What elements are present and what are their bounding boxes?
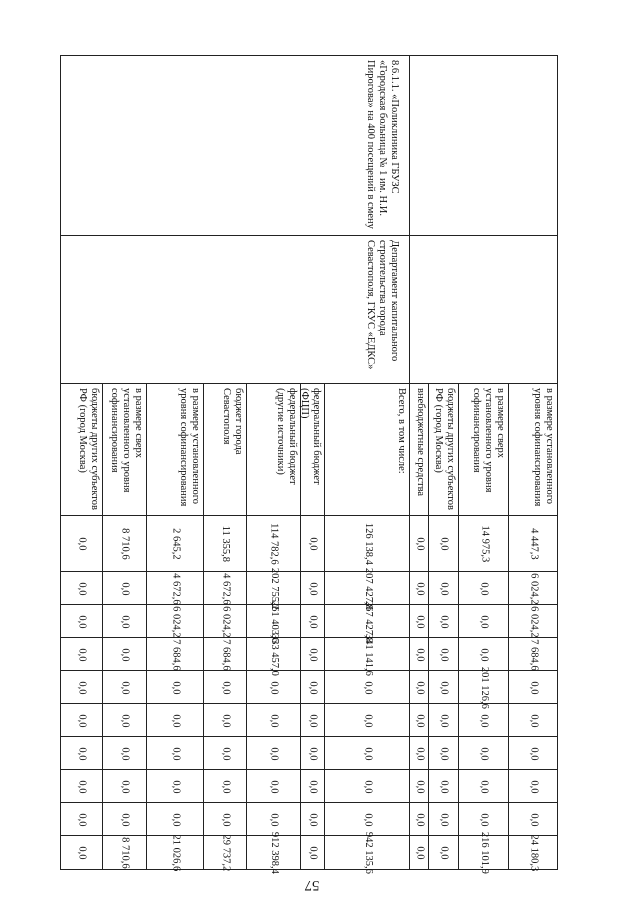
page-number: 57 — [304, 877, 320, 893]
funding-label-cell — [459, 384, 509, 516]
value-cell — [301, 737, 325, 770]
funding-label: бюджет города Севастополя — [221, 388, 244, 455]
value-cell — [325, 704, 410, 737]
value-cell — [459, 572, 509, 605]
value-cell — [247, 704, 301, 737]
value-text: 0,0 — [438, 846, 450, 860]
value-cell — [325, 567, 410, 610]
value-text: 0,0 — [438, 614, 450, 629]
value-cell — [325, 633, 410, 676]
value-cell — [61, 572, 103, 605]
value-cell — [429, 836, 459, 870]
value-cell — [301, 638, 325, 671]
value-cell — [204, 836, 247, 870]
value-text: 0,0 — [268, 746, 280, 761]
value-text: 0,0 — [170, 746, 182, 761]
value-cell — [147, 572, 204, 605]
value-text: 0,0 — [307, 846, 319, 860]
value-cell — [61, 737, 103, 770]
value-cell — [325, 803, 410, 836]
value-cell — [429, 516, 459, 572]
value-text: 0,0 — [528, 812, 540, 827]
value-cell — [459, 803, 509, 836]
value-text: 0,0 — [119, 680, 131, 695]
value-cell — [459, 770, 509, 803]
value-cell — [459, 737, 509, 770]
value-text: 0,0 — [307, 614, 319, 629]
value-cell — [61, 770, 103, 803]
value-text: 261 403,6 — [268, 600, 280, 643]
value-cell — [301, 803, 325, 836]
value-cell — [247, 633, 301, 676]
value-cell — [429, 803, 459, 836]
value-text: 0,0 — [76, 581, 88, 596]
value-cell — [147, 671, 204, 704]
value-cell — [147, 704, 204, 737]
budget-table-container — [60, 55, 557, 874]
value-cell — [325, 770, 410, 803]
value-text: 114 782,6 — [268, 523, 280, 565]
value-text: 0,0 — [170, 812, 182, 827]
value-cell — [410, 516, 429, 572]
value-text: 0,0 — [438, 779, 450, 794]
value-cell — [429, 638, 459, 671]
value-text: 0,0 — [76, 680, 88, 695]
value-text: 0,0 — [438, 537, 450, 551]
value-cell — [410, 836, 429, 870]
budget-table — [60, 55, 558, 874]
value-text: 0,0 — [414, 713, 426, 728]
value-cell — [410, 638, 429, 671]
value-text: 207 427,8 — [362, 567, 374, 610]
value-text: 341 141,6 — [362, 633, 374, 676]
value-cell — [410, 704, 429, 737]
funding-label-cell — [429, 384, 459, 516]
value-text: 0,0 — [307, 537, 319, 551]
value-cell — [204, 605, 247, 638]
value-cell — [410, 770, 429, 803]
value-text: 0,0 — [76, 713, 88, 728]
value-cell — [429, 671, 459, 704]
value-text: 0,0 — [362, 680, 374, 695]
executor-cell — [61, 236, 410, 384]
value-text: 4 672,6 — [220, 572, 232, 605]
value-text: 0,0 — [76, 614, 88, 629]
value-text: 0,0 — [170, 680, 182, 695]
value-text: 0,0 — [528, 779, 540, 794]
value-row — [61, 770, 558, 803]
value-cell — [103, 671, 147, 704]
funding-label-cell — [325, 384, 410, 516]
executor-text: Департамент капитального строительства города Севастополя, ГКУС «ЕДКС» — [365, 240, 400, 370]
funding-label: бюджеты других субъектов РФ (город Москва) — [77, 388, 100, 510]
value-cell — [459, 516, 509, 572]
funding-label: внебюджетные средства — [415, 388, 427, 497]
value-cell — [204, 516, 247, 572]
value-cell — [509, 516, 558, 572]
value-text: 0,0 — [414, 581, 426, 596]
project-title: 8.6.1.1. «Поликлиника ГБУЗС «Городская больница № 1 им. Н.И. Пирогова» на 400 посещений в смену — [365, 60, 400, 229]
funding-label-cell — [410, 384, 429, 516]
value-cell — [247, 516, 301, 572]
value-row — [61, 737, 558, 770]
value-cell — [509, 704, 558, 737]
value-cell — [204, 737, 247, 770]
value-text: 7 684,6 — [528, 638, 540, 671]
value-cell — [429, 605, 459, 638]
value-cell — [204, 572, 247, 605]
value-cell — [459, 666, 509, 709]
value-text: 0,0 — [438, 647, 450, 662]
value-text: 6 024,2 — [220, 605, 232, 638]
value-cell — [301, 572, 325, 605]
value-text: 0,0 — [268, 680, 280, 695]
funding-label-cell — [147, 384, 204, 516]
value-text: 0,0 — [362, 746, 374, 761]
value-cell — [247, 737, 301, 770]
value-cell — [147, 770, 204, 803]
value-cell — [459, 832, 509, 874]
executor-blank-cell — [410, 236, 558, 384]
value-cell — [103, 803, 147, 836]
value-cell — [147, 737, 204, 770]
value-cell — [147, 516, 204, 572]
value-cell — [509, 737, 558, 770]
value-cell — [301, 516, 325, 572]
value-text: 0,0 — [362, 812, 374, 827]
value-text: 0,0 — [438, 713, 450, 728]
value-text: 0,0 — [414, 680, 426, 695]
value-text: 0,0 — [220, 812, 232, 827]
value-cell — [103, 770, 147, 803]
value-text: 0,0 — [268, 812, 280, 827]
value-cell — [247, 567, 301, 610]
value-text: 2 645,2 — [170, 528, 182, 560]
value-cell — [509, 836, 558, 870]
value-cell — [103, 737, 147, 770]
value-cell — [147, 836, 204, 870]
value-text: 0,0 — [268, 713, 280, 728]
value-text: 0,0 — [119, 746, 131, 761]
value-cell — [103, 516, 147, 572]
funding-label: бюджеты других субъектов РФ (город Москва) — [433, 388, 457, 510]
value-text: 24 180,3 — [528, 834, 540, 872]
value-text: 126 138,4 — [362, 523, 374, 565]
value-text: 0,0 — [307, 680, 319, 695]
value-cell — [429, 572, 459, 605]
value-cell — [61, 638, 103, 671]
value-text: 0,0 — [307, 812, 319, 827]
value-cell — [61, 704, 103, 737]
value-cell — [509, 671, 558, 704]
value-text: 14 975,3 — [478, 525, 490, 563]
funding-label-cell — [301, 384, 325, 516]
value-text: 6 024,2 — [528, 605, 540, 638]
value-text: 0,0 — [307, 746, 319, 761]
value-cell — [247, 770, 301, 803]
value-text: 0,0 — [220, 779, 232, 794]
value-text: 0,0 — [307, 713, 319, 728]
value-text: 6 024,2 — [528, 572, 540, 605]
value-row — [61, 516, 558, 572]
value-cell — [301, 704, 325, 737]
value-text: 0,0 — [362, 779, 374, 794]
value-text: 0,0 — [307, 647, 319, 662]
value-text: 0,0 — [307, 779, 319, 794]
value-text: 202 755,2 — [268, 567, 280, 610]
value-text: 29 737,2 — [220, 834, 232, 872]
value-text: 0,0 — [478, 581, 490, 596]
value-cell — [429, 737, 459, 770]
value-cell — [509, 572, 558, 605]
value-cell — [103, 704, 147, 737]
value-text: 0,0 — [438, 581, 450, 596]
value-text: 0,0 — [268, 779, 280, 794]
value-text: 0,0 — [220, 746, 232, 761]
value-text: 201 126,6 — [478, 666, 490, 709]
value-cell — [410, 605, 429, 638]
funding-label: федеральный бюджет (ФЦП) — [299, 388, 322, 485]
project-title-blank-cell — [410, 56, 558, 236]
value-cell — [247, 832, 301, 874]
value-cell — [204, 671, 247, 704]
value-text: 0,0 — [119, 647, 131, 662]
value-cell — [429, 704, 459, 737]
value-cell — [247, 803, 301, 836]
value-text: 0,0 — [119, 713, 131, 728]
value-cell — [61, 516, 103, 572]
value-cell — [325, 600, 410, 643]
project-title-row — [61, 56, 558, 236]
value-row — [61, 704, 558, 737]
value-cell — [410, 671, 429, 704]
value-text: 0,0 — [528, 746, 540, 761]
value-cell — [204, 704, 247, 737]
value-text: 333 457,0 — [268, 633, 280, 676]
value-cell — [459, 638, 509, 671]
value-cell — [247, 671, 301, 704]
value-cell — [410, 737, 429, 770]
value-text: 8 710,6 — [119, 837, 131, 869]
value-text: 0,0 — [478, 614, 490, 629]
value-text: 0,0 — [478, 812, 490, 827]
value-text: 0,0 — [76, 746, 88, 761]
value-cell — [325, 516, 410, 572]
value-cell — [103, 836, 147, 870]
value-cell — [301, 770, 325, 803]
value-text: 11 355,8 — [220, 525, 232, 563]
value-text: 0,0 — [414, 537, 426, 551]
value-text: 267 427,8 — [362, 600, 374, 643]
value-text: 0,0 — [414, 846, 426, 860]
value-text: 912 398,4 — [268, 832, 280, 874]
value-cell — [509, 638, 558, 671]
project-title-cell — [61, 56, 410, 236]
value-text: 0,0 — [478, 713, 490, 728]
value-cell — [61, 836, 103, 870]
value-cell — [204, 803, 247, 836]
value-cell — [301, 671, 325, 704]
value-text: 0,0 — [478, 647, 490, 662]
value-text: 0,0 — [478, 779, 490, 794]
value-cell — [410, 572, 429, 605]
value-cell — [325, 671, 410, 704]
value-text: 0,0 — [76, 779, 88, 794]
value-text: 0,0 — [76, 812, 88, 827]
value-text: 0,0 — [414, 812, 426, 827]
executor-row — [61, 236, 558, 384]
value-text: 0,0 — [170, 713, 182, 728]
value-text: 0,0 — [528, 680, 540, 695]
value-text: 0,0 — [478, 746, 490, 761]
value-text: 0,0 — [414, 779, 426, 794]
value-text: 216 101,9 — [478, 832, 490, 874]
value-text: 0,0 — [307, 581, 319, 596]
value-row — [61, 671, 558, 704]
value-text: 0,0 — [76, 537, 88, 551]
value-text: 0,0 — [414, 614, 426, 629]
funding-label-cell — [61, 384, 103, 516]
funding-label: в размере установленного уровня софинансирования — [178, 388, 201, 507]
value-cell — [509, 605, 558, 638]
value-text: 0,0 — [414, 647, 426, 662]
funding-label-cell — [247, 384, 301, 516]
value-cell — [204, 770, 247, 803]
value-text: 0,0 — [438, 812, 450, 827]
value-row — [61, 572, 558, 605]
value-text: 0,0 — [220, 713, 232, 728]
funding-label: Всего, в том числе: — [396, 388, 407, 474]
funding-label: в размере установленного уровня софинансирования — [532, 388, 556, 507]
total-row — [61, 836, 558, 870]
value-row — [61, 605, 558, 638]
value-text: 7 684,6 — [170, 638, 182, 671]
value-text: 0,0 — [76, 647, 88, 662]
value-row — [61, 803, 558, 836]
value-cell — [103, 638, 147, 671]
value-cell — [103, 605, 147, 638]
value-cell — [410, 803, 429, 836]
value-text: 7 684,6 — [220, 638, 232, 671]
value-text: 0,0 — [76, 846, 88, 860]
value-cell — [325, 832, 410, 874]
value-cell — [325, 737, 410, 770]
value-text: 0,0 — [119, 779, 131, 794]
value-cell — [147, 638, 204, 671]
value-cell — [459, 704, 509, 737]
value-text: 0,0 — [528, 713, 540, 728]
value-cell — [301, 836, 325, 870]
value-cell — [147, 605, 204, 638]
value-row — [61, 638, 558, 671]
value-text: 0,0 — [438, 746, 450, 761]
value-text: 0,0 — [119, 812, 131, 827]
value-text: 4 672,6 — [170, 572, 182, 605]
value-cell — [147, 803, 204, 836]
value-cell — [459, 605, 509, 638]
funding-label: федеральный бюджет (другие источники) — [275, 388, 298, 485]
value-text: 0,0 — [119, 614, 131, 629]
value-cell — [247, 600, 301, 643]
funding-label-cell — [103, 384, 147, 516]
value-text: 8 710,6 — [119, 528, 131, 560]
value-text: 0,0 — [362, 713, 374, 728]
value-cell — [204, 638, 247, 671]
value-text: 4 447,3 — [528, 528, 540, 560]
value-cell — [103, 572, 147, 605]
value-text: 0,0 — [119, 581, 131, 596]
value-cell — [61, 671, 103, 704]
value-cell — [509, 803, 558, 836]
value-text: 0,0 — [170, 779, 182, 794]
value-text: 0,0 — [414, 746, 426, 761]
value-cell — [429, 770, 459, 803]
funding-label: в размере сверх установленного уровня софинансирования — [471, 388, 507, 493]
funding-label-cell — [204, 384, 247, 516]
value-text: 0,0 — [438, 680, 450, 695]
funding-label-cell — [509, 384, 558, 516]
value-cell — [61, 605, 103, 638]
value-text: 21 026,6 — [170, 834, 182, 872]
funding-label: в размере сверх установленного уровня софинансирования — [109, 388, 144, 493]
value-cell — [509, 770, 558, 803]
value-text: 6 024,2 — [170, 605, 182, 638]
value-text: 0,0 — [220, 680, 232, 695]
value-text: 942 135,6 — [362, 832, 374, 874]
value-cell — [301, 605, 325, 638]
funding-labels-row — [61, 384, 558, 516]
value-cell — [61, 803, 103, 836]
